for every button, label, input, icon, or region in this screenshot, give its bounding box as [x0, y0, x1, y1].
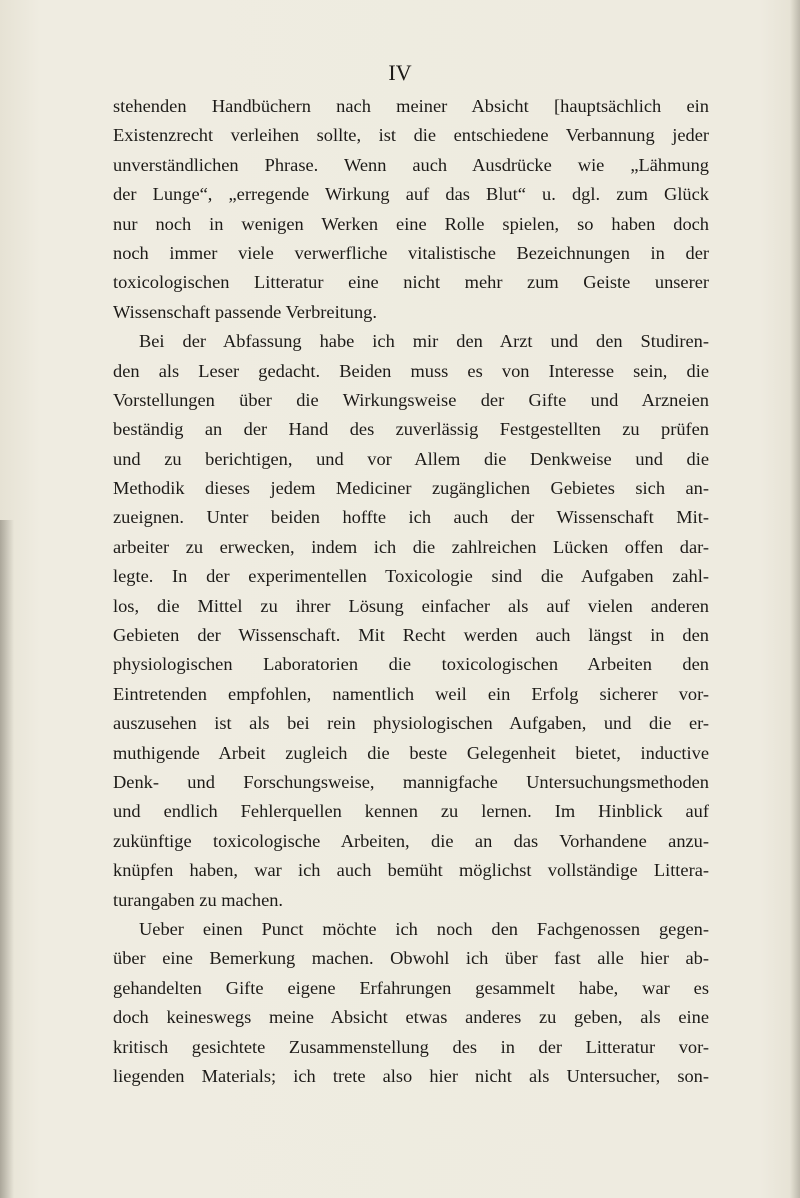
text-line: Methodik dieses jedem Mediciner zugänglichen Gebietes sich an-	[113, 478, 709, 499]
page-edge-shadow	[790, 0, 800, 1198]
text-line: stehenden Handbüchern nach meiner Absicht [hauptsächlich ein	[113, 96, 709, 116]
text-line: Ueber einen Punct möchte ich noch den Fachgenossen gegen-	[139, 918, 709, 939]
text-line: Eintretenden empfohlen, namentlich weil ein Erfolg sicherer vor-	[113, 683, 709, 704]
text-line: der Lunge“, „erregende Wirkung auf das Blut“ u. dgl. zum Glück	[113, 184, 709, 205]
text-line: über eine Bemerkung machen. Obwohl ich über fast alle hier ab-	[113, 948, 709, 969]
text-line: Wissenschaft passende Verbreitung.	[113, 301, 377, 322]
text-line: physiologischen Laboratorien die toxicologischen Arbeiten den	[113, 654, 709, 675]
text-line: kritisch gesichtete Zusammenstellung des in der Litteratur vor-	[113, 1036, 709, 1057]
page-number: IV	[388, 60, 412, 85]
text-line: und endlich Fehlerquellen kennen zu lernen. Im Hinblick auf	[113, 801, 709, 822]
text-line: legte. In der experimentellen Toxicologie sind die Aufgaben zahl-	[113, 566, 709, 587]
text-line: knüpfen haben, war ich auch bemüht möglichst vollständige Littera-	[113, 860, 709, 881]
text-line: beständig an der Hand des zuverlässig Festgestellten zu prüfen	[113, 419, 709, 440]
text-line: turangaben zu machen.	[113, 889, 284, 910]
text-line: liegenden Materials; ich trete also hier nicht als Untersucher, son-	[113, 1065, 709, 1086]
text-line: Vorstellungen über die Wirkungsweise der Gifte und Arzneien	[113, 389, 709, 410]
text-line: Gebieten der Wissenschaft. Mit Recht werden auch längst in den	[113, 625, 709, 646]
text-line: zueignen. Unter beiden hoffte ich auch der Wissenschaft Mit-	[113, 507, 709, 528]
text-line: noch immer viele verwerfliche vitalistische Bezeichnungen in der	[113, 242, 709, 263]
text-line: Bei der Abfassung habe ich mir den Arzt und den Studiren-	[139, 331, 709, 352]
text-line: unverständlichen Phrase. Wenn auch Ausdrücke wie „Lähmung	[113, 154, 709, 175]
text-line: zukünftige toxicologische Arbeiten, die an das Vorhandene anzu-	[113, 830, 709, 851]
text-line: den als Leser gedacht. Beiden muss es von Interesse sein, die	[113, 360, 709, 381]
body-text	[113, 92, 709, 1091]
text-line: auszusehen ist als bei rein physiologischen Aufgaben, und die er-	[113, 713, 709, 734]
text-line: doch keineswegs meine Absicht etwas anderes zu geben, als eine	[113, 1007, 709, 1028]
text-line: arbeiter zu erwecken, indem ich die zahlreichen Lücken offen dar-	[113, 536, 709, 557]
text-line: nur noch in wenigen Werken eine Rolle spielen, so haben doch	[113, 213, 709, 234]
text-line: Denk- und Forschungsweise, mannigfache Untersuchungsmethoden	[113, 771, 709, 792]
text-line: muthigende Arbeit zugleich die beste Gelegenheit bietet, inductive	[113, 742, 709, 763]
text-line: los, die Mittel zu ihrer Lösung einfacher als auf vielen anderen	[113, 595, 709, 616]
text-line: Existenzrecht verleihen sollte, ist die entschiedene Verbannung jeder	[113, 125, 709, 146]
text-line: toxicologischen Litteratur eine nicht mehr zum Geiste unserer	[113, 272, 709, 293]
page-binding-shadow	[0, 520, 14, 1198]
text-line: und zu berichtigen, und vor Allem die Denkweise und die	[113, 448, 709, 469]
text-line: gehandelten Gifte eigene Erfahrungen gesammelt habe, war es	[113, 977, 709, 998]
